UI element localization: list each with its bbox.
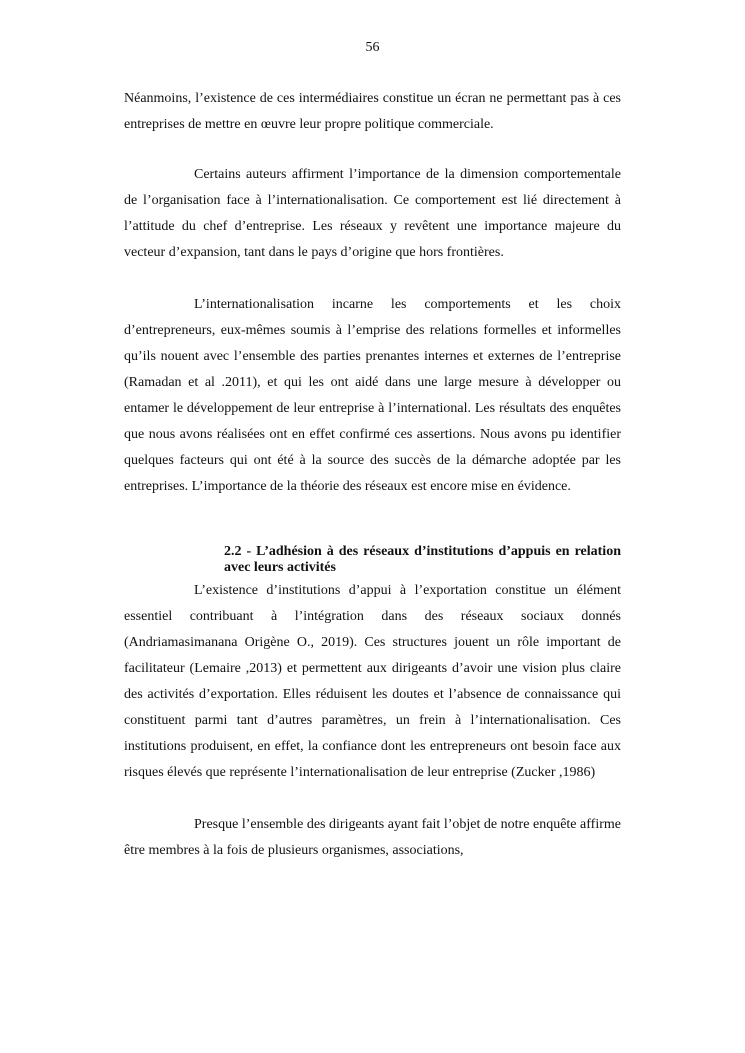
- section-heading: 2.2 - L’adhésion à des réseaux d’institutions d’appuis en relation avec leurs activités: [224, 544, 621, 575]
- paragraph-internationalisation: L’internationalisation incarne les comportements et les choix d’entrepreneurs, eux-mêmes soumis à l’emprise des relations formelles et informelles qu’ils nouent avec l’ensemble des parties prenantes internes et externes de l’entreprise (Ramadan et al .2011), et qui les ont aidé dans une large mesure à développer ou entamer le développement de leur entreprise à l’international. Les résultats des enquêtes que nous avons réalisées ont en effet confirmé ces assertions. Nous avons pu identifier quelques facteurs qui ont été à la source des succès de la démarche adoptée par les entreprises. L’importance de la théorie des réseaux est encore mise en évidence.: [124, 297, 621, 494]
- paragraph-dimension-comportementale: Certains auteurs affirment l’importance de la dimension comportementale de l’organisation face à l’internationalisation. Ce comportement est lié directement à l’attitude du chef d’entreprise. Les réseaux y revêtent une importance majeure du vecteur d’expansion, tant dans le pays d’origine que hors frontières.: [124, 167, 621, 260]
- page-content: [124, 86, 621, 864]
- paragraph-intermediaires: Néanmoins, l’existence de ces intermédiaires constitue un écran ne permettant pas à ces entreprises de mettre en œuvre leur propre politique commerciale.: [124, 91, 621, 132]
- paragraph-institutions-appui: L’existence d’institutions d’appui à l’exportation constitue un élément essentiel contribuant à l’intégration dans des réseaux sociaux donnés (Andriamasimanana Origène O., 2019). Ces structures jouent un rôle important de facilitateur (Lemaire ,2013) et permettent aux dirigeants d’avoir une vision plus claire des activités d’exportation. Elles réduisent les doutes et l’absence de connaissance qui constituent parmi tant d’autres paramètres, un frein à l’internationalisation. Ces institutions produisent, en effet, la confiance dont les entrepreneurs ont besoin face aux risques élevés que représente l’internationalisation de leur entreprise (Zucker ,1986): [124, 583, 621, 780]
- paragraph-dirigeants: Presque l’ensemble des dirigeants ayant fait l’objet de notre enquête affirme être membres à la fois de plusieurs organismes, associations,: [124, 817, 621, 858]
- page-number: 56: [365, 40, 380, 55]
